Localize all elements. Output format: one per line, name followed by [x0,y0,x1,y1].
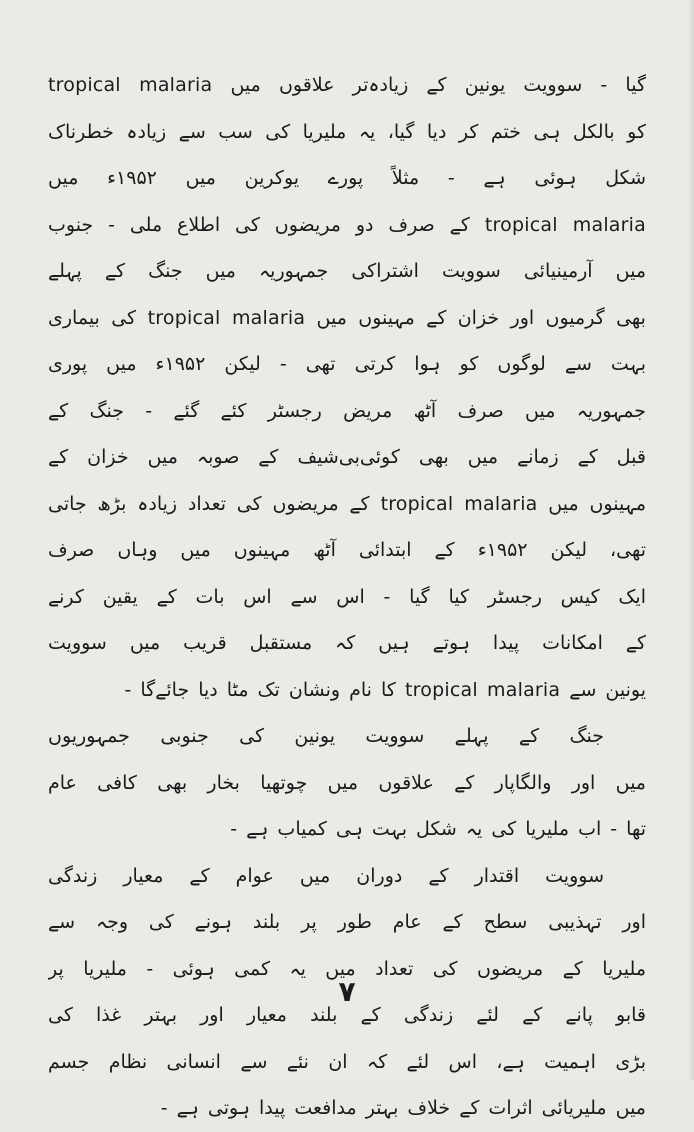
text-line: شکل ہوئی ہے - مثلاً پورے یوکرین میں ۱۹۵۲ء میں [48,167,646,189]
text-line: بہت سے لوگوں کو ہوا کرتی تھی - لیکن ۱۹۵۲ء میں پوری [48,353,646,375]
text-line: اور تہذیبی سطح کے عام طور پر بلند ہونے کی وجہ سے [48,911,646,933]
text-line: بھی گرمیوں اور خزان کے مہینوں میں tropical malaria کی بیماری [48,306,646,329]
body-text [48,62,646,1132]
text-line: میں آرمینیائی سوویت اشتراکی جمہوریہ میں جنگ کے پہلے [48,260,646,282]
text-line: میں اور والگاپار کے علاقوں میں چوتھیا بخار بھی کافی عام [48,771,646,794]
text-line: کو بالکل ہی ختم کر دیا گیا، یہ ملیریا کی سب سے زیادہ خطرناک [48,120,646,143]
text-line: ملیریا کے مریضوں کی تعداد میں یہ کمی ہوئی - ملیریا پر [48,957,646,980]
text-line: تھی، لیکن ۱۹۵۲ء کے ابتدائی آٹھ مہینوں میں وہاں صرف [48,539,646,561]
text-line: کے امکانات پیدا ہوتے ہیں کہ مستقبل قریب میں سوویت [48,632,646,654]
text-line: قبل کے زمانے میں بھی کوئی‌بی‌شیف کے صوبہ میں خزان کے [48,446,646,468]
text-line: یونین سے tropical malaria کا نام ونشان تک مٹا دیا جائےگا - [124,678,646,701]
text-line: گیا - سوویت یونین کے زیادہ‌تر علاقوں میں tropical malaria [48,74,646,96]
text-line: ایک کیس رجسٹر کیا گیا - اس سے اس بات کے یقین کرنے [48,585,646,608]
page-number: ٧ [338,975,356,1008]
text-line: tropical malaria کے صرف دو مریضوں کی اطلاع ملی - جنوب [48,213,646,236]
text-line: سوویت اقتدار کے دوران میں عوام کے معیار زندگی [48,864,604,887]
text-line: جنگ کے پہلے سوویت یونین کی جنوبی جمہوریوں [48,725,604,747]
text-line: تھا - اب ملیریا کی یہ شکل بہت ہی کمیاب ہے - [230,818,646,840]
text-line: قابو پانے کے لئے زندگی کے بلند معیار اور بہتر غذا کی [48,1004,646,1026]
text-line: بڑی اہمیت ہے، اس لئے کہ ان نئے سے انسانی نظام جسم [48,1050,646,1073]
page-edge-shadow [688,0,694,1080]
text-line: مہینوں میں tropical malaria کے مریضوں کی تعداد زیادہ بڑھ جاتی [48,492,646,515]
text-line: میں ملیریائی اثرات کے خلاف بہتر مدافعت پیدا ہوتی ہے - [160,1097,646,1119]
text-line: جمہوریہ میں صرف آٹھ مریض رجسٹر کئے گئے - جنگ کے [48,399,646,422]
